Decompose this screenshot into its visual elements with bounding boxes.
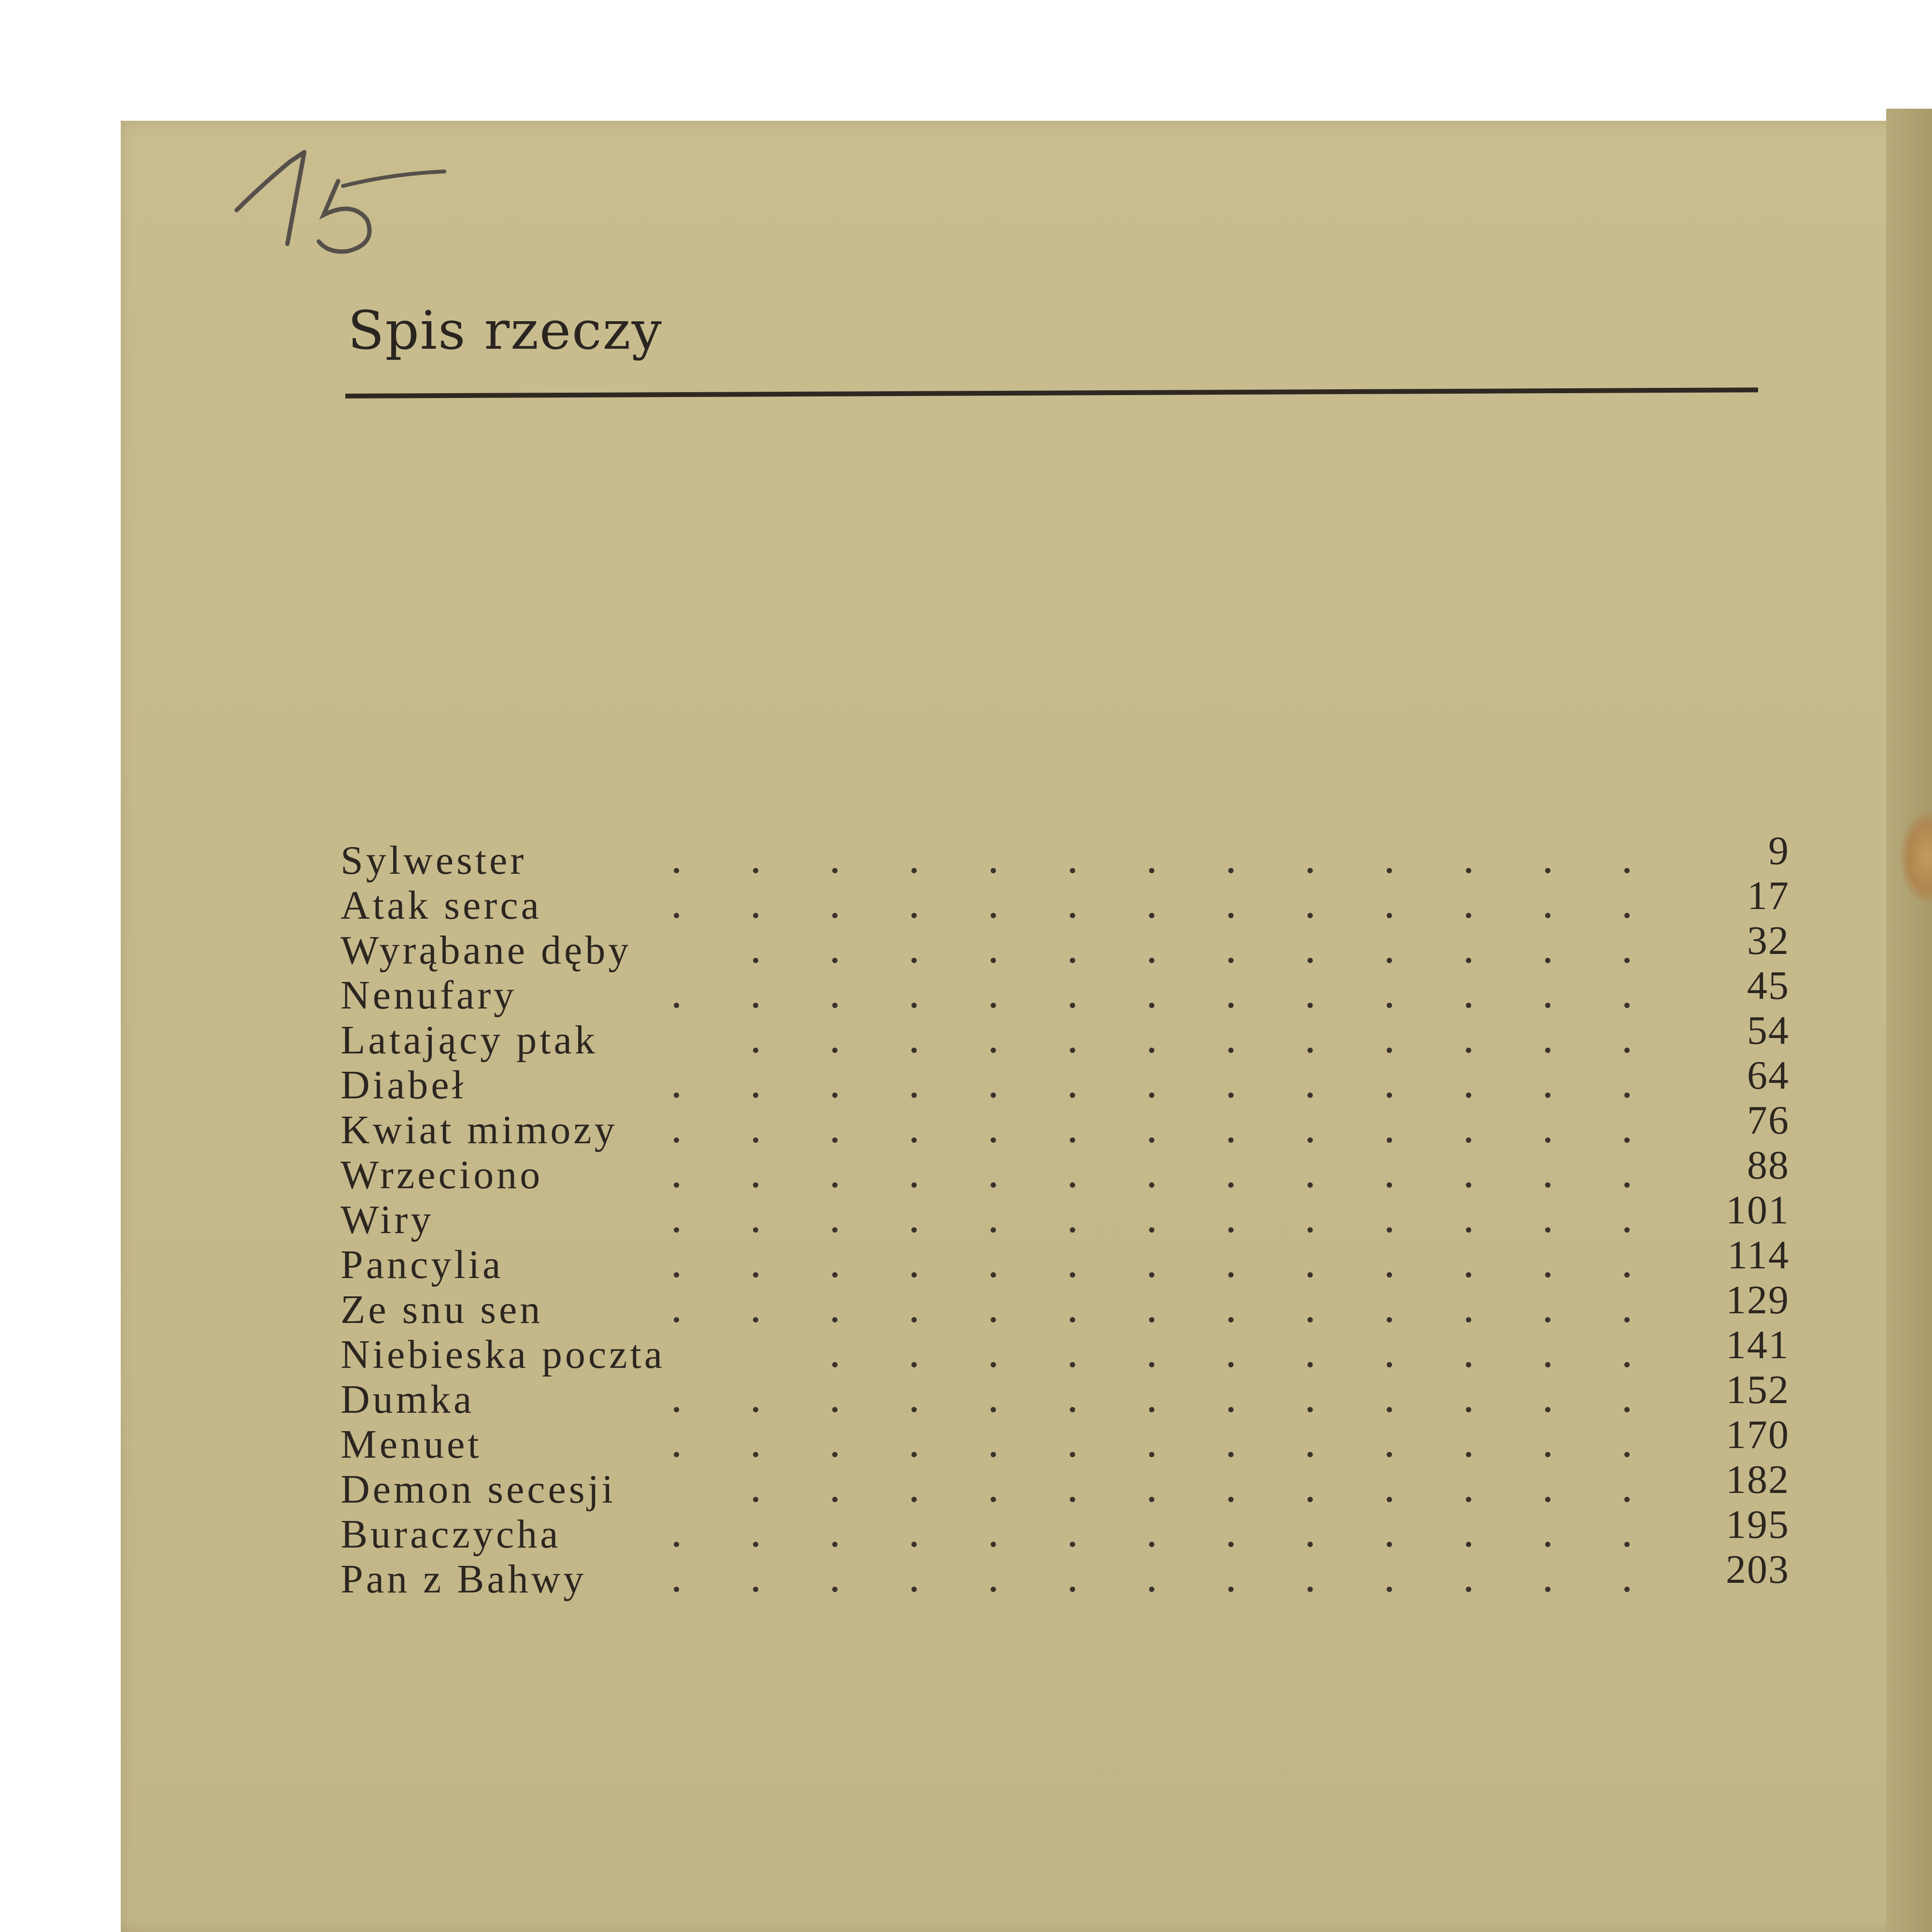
toc-entry-page-number: 195 — [1726, 1502, 1790, 1547]
toc-entry — [341, 1412, 1790, 1467]
toc-entry-page-number: 88 — [1747, 1143, 1790, 1188]
toc-entry-title: Buraczycha — [341, 1512, 561, 1557]
toc-entry-page-number: 141 — [1726, 1322, 1790, 1367]
leader-dots — [341, 838, 1645, 883]
toc-entry-title: Niebieska poczta — [341, 1332, 666, 1377]
toc-entry-title: Latający ptak — [341, 1018, 598, 1063]
toc-entry-title: Menuet — [341, 1422, 482, 1467]
leader-dots — [341, 973, 1645, 1018]
toc-entry-title: Kwiat mimozy — [341, 1108, 618, 1152]
toc-entry-page-number: 64 — [1747, 1053, 1790, 1098]
toc-entry-title: Demon secesji — [341, 1467, 616, 1512]
toc-entry — [341, 918, 1790, 973]
leader-dots — [341, 1332, 1645, 1377]
leader-dots — [341, 1287, 1645, 1332]
toc-entry — [341, 1008, 1790, 1063]
toc-entry-page-number: 152 — [1726, 1367, 1790, 1412]
toc-entry-page-number: 54 — [1747, 1008, 1790, 1053]
toc-entry-title: Diabeł — [341, 1063, 466, 1108]
leader-dots — [341, 1197, 1645, 1242]
leader-dots — [341, 1557, 1645, 1602]
leader-dots — [341, 1108, 1645, 1152]
toc-entry-title: Pancylia — [341, 1242, 504, 1287]
leader-dots — [341, 1377, 1645, 1422]
toc-entry — [341, 1053, 1790, 1108]
leader-dots — [341, 1152, 1645, 1197]
toc-entry — [341, 1502, 1790, 1557]
toc-entry-title: Wrzeciono — [341, 1152, 543, 1197]
leader-dots — [341, 1422, 1645, 1467]
toc-entry-title: Pan z Bahwy — [341, 1557, 587, 1602]
toc-entry — [341, 1233, 1790, 1287]
table-of-contents — [341, 828, 1790, 1611]
toc-entry-title: Sylwester — [341, 838, 527, 883]
toc-entry-page-number: 45 — [1747, 963, 1790, 1008]
toc-entry — [341, 1457, 1790, 1512]
leader-dots — [341, 1512, 1645, 1557]
toc-entry-title: Atak serca — [341, 883, 542, 928]
toc-entry-page-number: 101 — [1726, 1188, 1790, 1233]
toc-entry-page-number: 32 — [1747, 918, 1790, 963]
leader-dots — [341, 1063, 1645, 1108]
toc-entry-title: Nenufary — [341, 973, 517, 1018]
toc-entry-page-number: 129 — [1726, 1278, 1790, 1322]
toc-entry — [341, 963, 1790, 1018]
handwritten-note — [232, 147, 464, 273]
page-edge — [1886, 109, 1932, 1932]
toc-entry — [341, 873, 1790, 928]
leader-dots — [341, 1242, 1645, 1287]
toc-entry-page-number: 9 — [1768, 828, 1790, 873]
toc-entry — [341, 1098, 1790, 1152]
toc-entry — [341, 1547, 1790, 1602]
toc-entry-page-number: 170 — [1726, 1412, 1790, 1457]
leader-dots — [341, 1018, 1645, 1063]
toc-entry — [341, 1278, 1790, 1332]
page-title: Spis rzeczy — [348, 299, 663, 361]
toc-entry-page-number: 17 — [1747, 873, 1790, 918]
toc-entry-title: Wyrąbane dęby — [341, 928, 632, 973]
toc-entry-page-number: 182 — [1726, 1457, 1790, 1502]
toc-entry-page-number: 203 — [1726, 1547, 1790, 1592]
leader-dots — [341, 1467, 1645, 1512]
toc-entry — [341, 1143, 1790, 1197]
toc-entry-title: Ze snu sen — [341, 1287, 543, 1332]
toc-entry — [341, 1367, 1790, 1422]
toc-entry-title: Dumka — [341, 1377, 475, 1422]
toc-entry — [341, 1188, 1790, 1242]
leader-dots — [341, 883, 1645, 928]
leader-dots — [341, 928, 1645, 973]
toc-entry-page-number: 76 — [1747, 1098, 1790, 1143]
toc-entry-title: Wiry — [341, 1197, 434, 1242]
toc-entry — [341, 828, 1790, 883]
toc-entry-page-number: 114 — [1727, 1233, 1790, 1278]
toc-entry — [341, 1322, 1790, 1377]
